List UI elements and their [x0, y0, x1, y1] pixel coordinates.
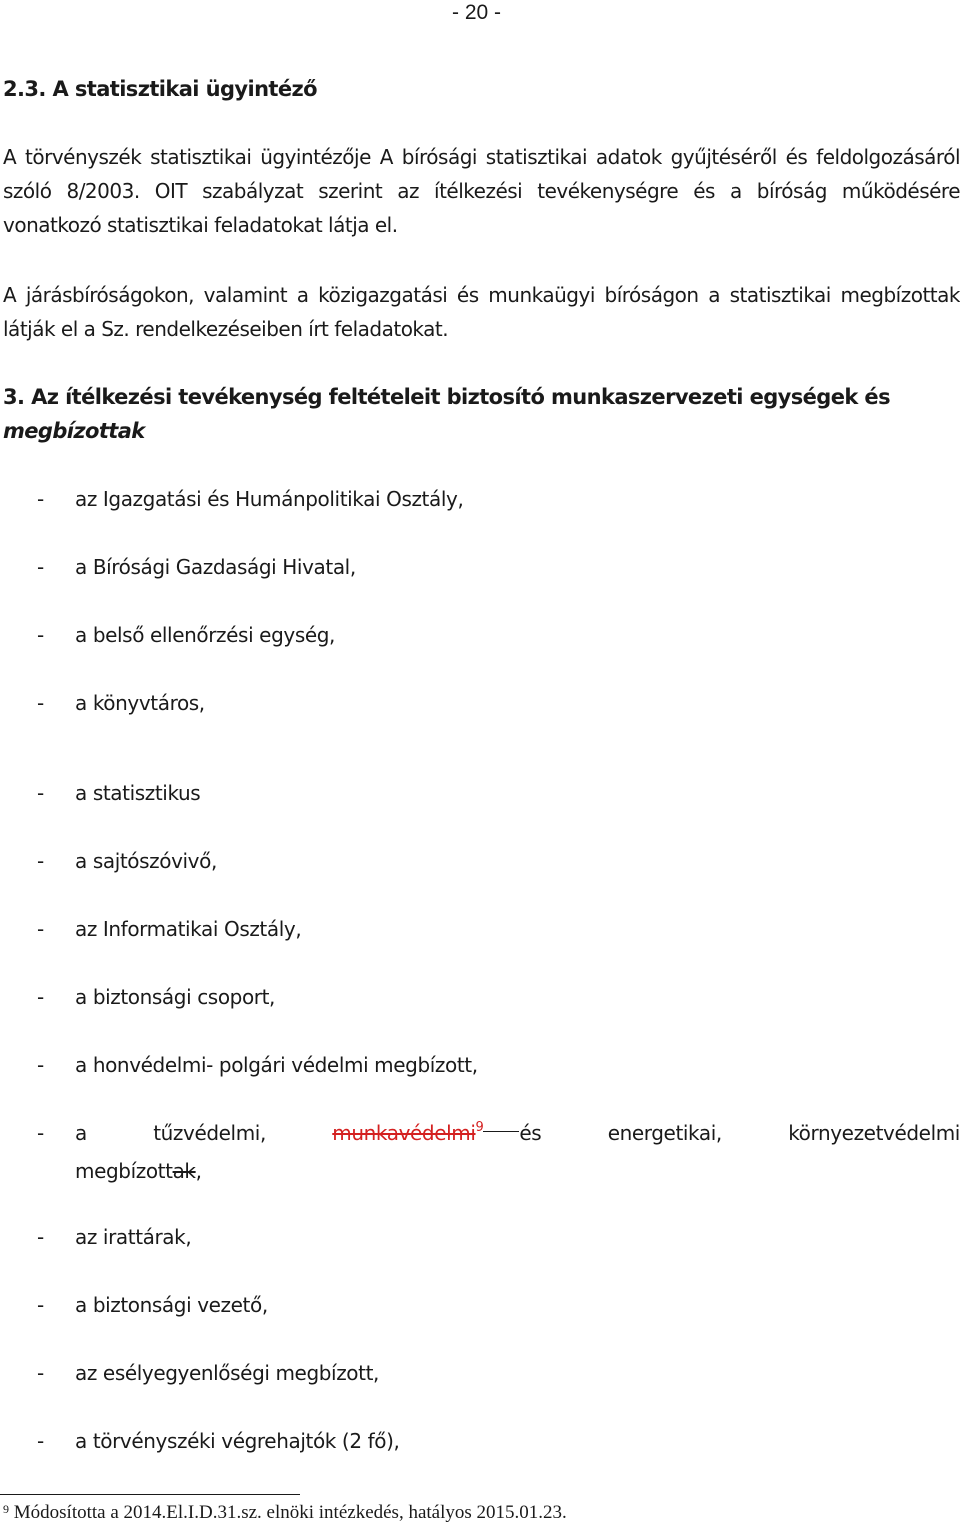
struck-suffix: ak — [172, 1159, 196, 1183]
fire-item-line-1 — [75, 1116, 960, 1154]
list-item-text: az esélyegyenlőségi megbízott, — [75, 1361, 379, 1385]
fire-word-and: és — [519, 1121, 542, 1145]
fire-struck-group — [332, 1116, 541, 1154]
list-dash: - — [37, 1121, 44, 1145]
section-heading-3 — [3, 380, 960, 448]
list-dash: - — [37, 555, 44, 579]
fire-line2-prefix: megbízott — [75, 1159, 173, 1183]
footnote-number: 9 — [3, 1502, 9, 1516]
fire-line2-suffix: , — [195, 1159, 202, 1183]
list-dash: - — [37, 1361, 44, 1385]
list-item-text: az Informatikai Osztály, — [75, 917, 302, 941]
footnote-text: Módosította a 2014.El.I.D.31.sz. elnöki intézkedés, hatályos 2015.01.23. — [13, 1502, 567, 1523]
fire-item-line-2 — [75, 1154, 960, 1188]
footnote-ref: 9 — [475, 1120, 484, 1135]
list-dash: - — [37, 1429, 44, 1453]
list-item-text: a biztonsági vezető, — [75, 1293, 268, 1317]
list-dash: - — [37, 691, 44, 715]
footnote-separator — [0, 1494, 300, 1495]
page-number: - 20 - — [452, 1, 502, 24]
list-item-text: a Bírósági Gazdasági Hivatal, — [75, 555, 356, 579]
section-heading-3-italic: megbízottak — [3, 419, 145, 443]
fire-word-energy: energetikai, — [607, 1121, 722, 1145]
paragraph-district-courts: A járásbíróságokon, valamint a közigazgatási és munkaügyi bíróságon a statisztikai megbízottak látják el a Sz. rendelkezéseiben írt feladatokat. — [3, 283, 960, 341]
list-dash: - — [37, 1225, 44, 1249]
list-item-text: a törvényszéki végrehajtók (2 fő), — [75, 1429, 400, 1453]
list-item-text: a belső ellenőrzési egység, — [75, 623, 335, 647]
fire-word-a: a — [75, 1121, 87, 1145]
list-item-text: az Igazgatási és Humánpolitikai Osztály, — [75, 487, 464, 511]
fire-word-fire: tűzvédelmi, — [153, 1121, 266, 1145]
list-item-text — [75, 1116, 960, 1188]
list-dash: - — [37, 985, 44, 1009]
struck-word-workplace-safety: munkavédelmi — [332, 1121, 476, 1145]
list-item-text: a honvédelmi- polgári védelmi megbízott, — [75, 1053, 478, 1077]
list-dash: - — [37, 487, 44, 511]
fire-word-environment: környezetvédelmi — [788, 1121, 960, 1145]
section-heading-3-bold: 3. Az ítélkezési tevékenység feltételeit biztosító munkaszervezeti egységek és — [3, 385, 890, 409]
list-dash: - — [37, 781, 44, 805]
strike-gap — [483, 1131, 519, 1132]
footnote — [3, 1500, 567, 1526]
list-item-text: az irattárak, — [75, 1225, 192, 1249]
section-heading-2-3: 2.3. A statisztikai ügyintéző — [3, 77, 317, 101]
list-dash: - — [37, 917, 44, 941]
list-dash: - — [37, 623, 44, 647]
list-dash: - — [37, 1053, 44, 1077]
list-dash: - — [37, 849, 44, 873]
list-dash: - — [37, 1293, 44, 1317]
list-item-text: a sajtószóvivő, — [75, 849, 217, 873]
list-item-text: a statisztikus — [75, 781, 201, 805]
list-item-text: a biztonsági csoport, — [75, 985, 276, 1009]
paragraph-statistical-clerk: A törvényszék statisztikai ügyintézője A bírósági statisztikai adatok gyűjtéséről és feldolgozásáról szóló 8/2003. OIT szabályzat szerint az ítélkezési tevékenységre és a bíróság működésére vonatkozó statisztikai feladatokat látja el. — [3, 145, 960, 237]
list-item-text: a könyvtáros, — [75, 691, 205, 715]
